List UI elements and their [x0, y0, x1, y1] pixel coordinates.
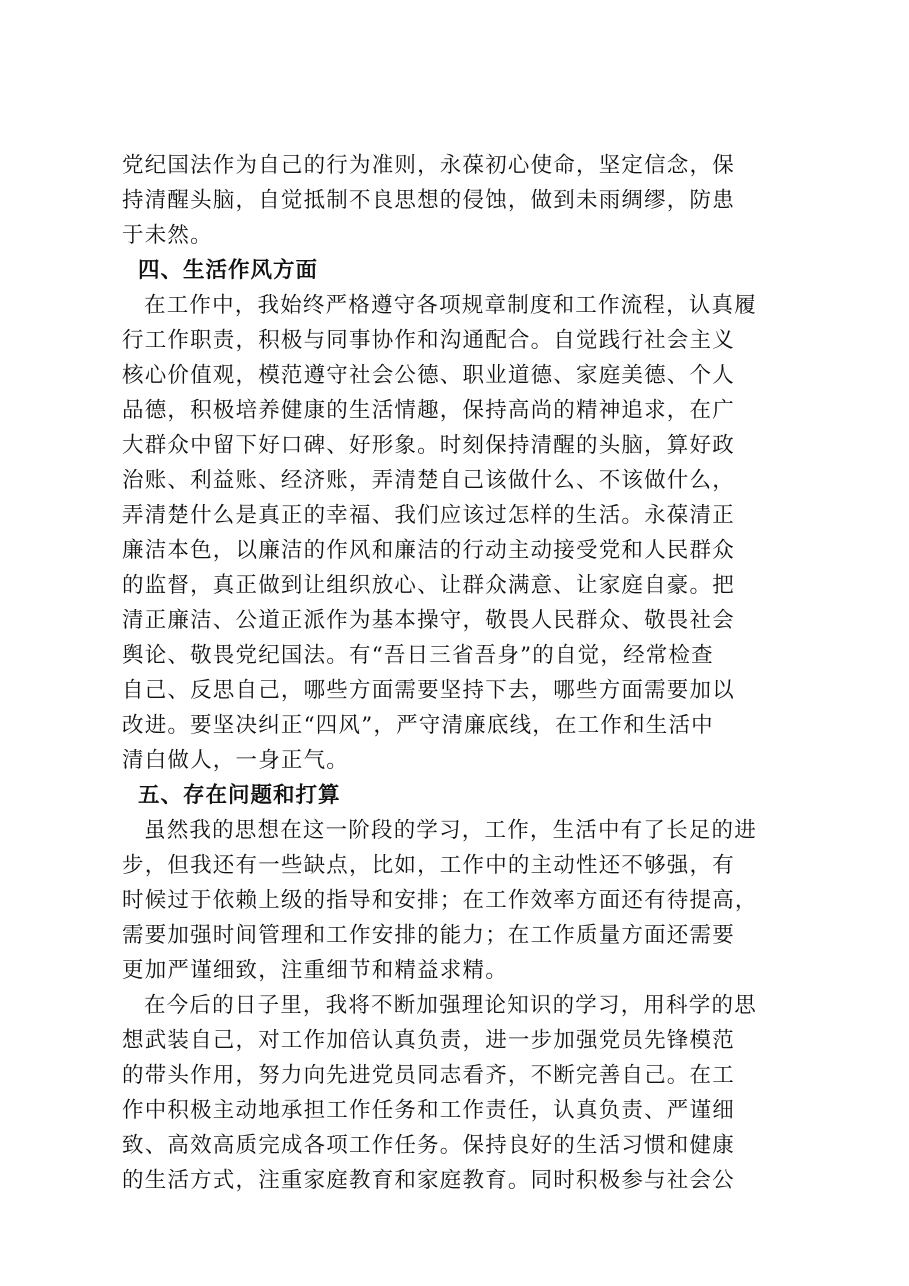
text-line: 党纪国法作为自己的行为准则，永葆初心使命，坚定信念，保: [122, 153, 735, 178]
text-line: 持清醒头脑，自觉抵制不良思想的侵蚀，做到未雨绸缪，防患: [122, 188, 735, 213]
text-line: 大群众中留下好口碑、好形象。时刻保持清醒的头脑，算好政: [122, 433, 735, 458]
text-line: 核心价值观，模范遵守社会公德、职业道德、家庭美德、个人: [122, 363, 735, 388]
section-heading: 五、存在问题和打算: [138, 783, 341, 808]
text-line: 的带头作用，努力向先进党员同志看齐，不断完善自己。在工: [122, 1063, 735, 1088]
text-line: 清正廉洁、公道正派作为基本操守，敬畏人民群众、敬畏社会: [122, 608, 735, 633]
text-line: 廉洁本色，以廉洁的作风和廉洁的行动主动接受党和人民群众: [122, 538, 735, 563]
document-body: [122, 148, 812, 1198]
text-line: 想武装自己，对工作加倍认真负责，进一步加强党员先锋模范: [122, 1028, 735, 1053]
text-line: 品德，积极培养健康的生活情趣，保持高尚的精神追求，在广: [122, 398, 735, 423]
text-line: 时候过于依赖上级的指导和安排；在工作效率方面还有待提高，: [122, 888, 758, 913]
text-line: 在工作中，我始终严格遵守各项规章制度和工作流程，认真履: [144, 293, 757, 318]
text-line: 的监督，真正做到让组织放心、让群众满意、让家庭自豪。把: [122, 573, 735, 598]
text-line: 改进。要坚决纠正“四风”，严守清廉底线，在工作和生活中: [122, 713, 714, 738]
text-line: 虽然我的思想在这一阶段的学习，工作，生活中有了长足的进: [144, 818, 757, 843]
text-line: 自己、反思自己，哪些方面需要坚持下去，哪些方面需要加以: [122, 678, 735, 703]
text-line: 作中积极主动地承担工作任务和工作责任，认真负责、严谨细: [122, 1098, 735, 1123]
text-line: 在今后的日子里，我将不断加强理论知识的学习，用科学的思: [144, 993, 757, 1018]
text-line: 舆论、敬畏党纪国法。有“吾日三省吾身”的自觉，经常检查: [122, 643, 714, 668]
text-line: 治账、利益账、经济账，弄清楚自己该做什么、不该做什么，: [122, 468, 735, 493]
text-line: 更加严谨细致，注重细节和精益求精。: [122, 958, 508, 983]
text-line: 弄清楚什么是真正的幸福、我们应该过怎样的生活。永葆清正: [122, 503, 735, 528]
text-line: 的生活方式，注重家庭教育和家庭教育。同时积极参与社会公: [122, 1168, 735, 1193]
text-line: 于未然。: [122, 223, 213, 248]
text-line: 清白做人，一身正气。: [122, 748, 350, 773]
text-line: 步，但我还有一些缺点，比如，工作中的主动性还不够强，有: [122, 853, 735, 878]
section-heading: 四、生活作风方面: [138, 258, 319, 283]
text-line: 行工作职责，积极与同事协作和沟通配合。自觉践行社会主义: [122, 328, 735, 353]
text-line: 致、高效高质完成各项工作任务。保持良好的生活习惯和健康: [122, 1133, 735, 1158]
text-line: 需要加强时间管理和工作安排的能力；在工作质量方面还需要: [122, 923, 735, 948]
